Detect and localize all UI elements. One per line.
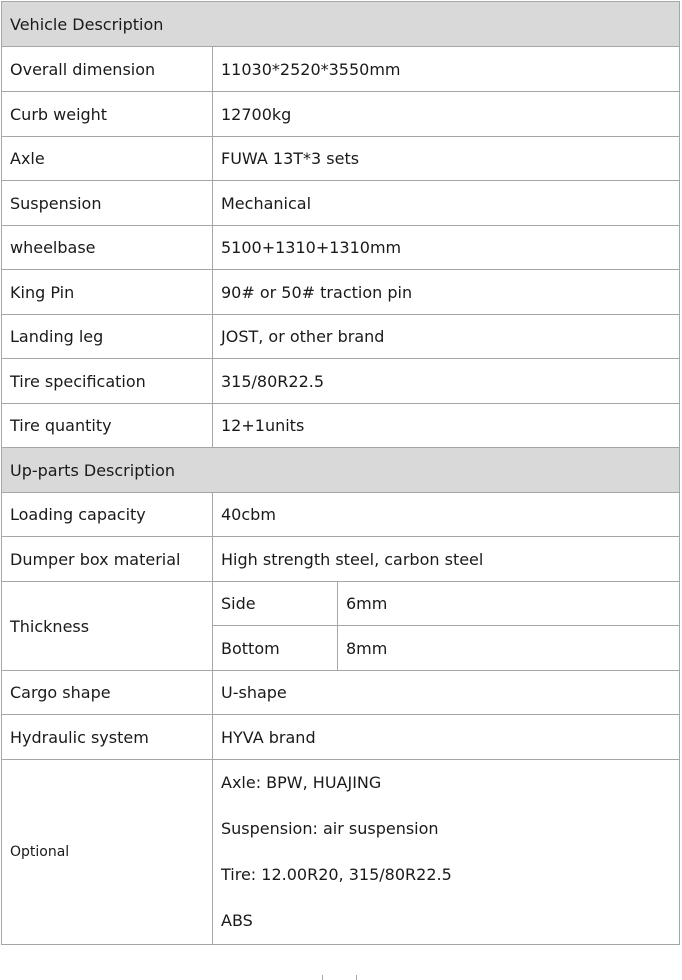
row-label: Landing leg bbox=[2, 315, 213, 359]
thickness-value: 6mm bbox=[338, 582, 680, 626]
thickness-part: Side bbox=[213, 582, 338, 626]
table-row bbox=[2, 137, 680, 181]
section-title-vehicle: Vehicle Description bbox=[2, 2, 680, 47]
thickness-label: Thickness bbox=[2, 582, 213, 671]
row-label: Hydraulic system bbox=[2, 715, 213, 760]
optional-line: Suspension: air suspension bbox=[221, 819, 439, 838]
spec-table-body bbox=[2, 2, 680, 945]
row-label: Dumper box material bbox=[2, 537, 213, 582]
row-value: Mechanical bbox=[213, 181, 680, 226]
section-header-row bbox=[2, 448, 680, 493]
table-row bbox=[2, 92, 680, 137]
optional-values bbox=[213, 760, 680, 945]
table-row bbox=[2, 537, 680, 582]
row-value: HYVA brand bbox=[213, 715, 680, 760]
row-label: King Pin bbox=[2, 270, 213, 315]
table-row bbox=[2, 493, 680, 537]
optional-label: Optional bbox=[2, 760, 213, 945]
table-row bbox=[2, 270, 680, 315]
row-value: U-shape bbox=[213, 671, 680, 715]
table-row bbox=[2, 47, 680, 92]
table-divider-stub bbox=[356, 975, 357, 980]
spec-table bbox=[1, 1, 680, 945]
table-row bbox=[2, 671, 680, 715]
row-value: High strength steel, carbon steel bbox=[213, 537, 680, 582]
row-label: Axle bbox=[2, 137, 213, 181]
row-label: Tire quantity bbox=[2, 404, 213, 448]
section-title-upparts: Up-parts Description bbox=[2, 448, 680, 493]
optional-line: ABS bbox=[221, 911, 253, 930]
row-value: 12700kg bbox=[213, 92, 680, 137]
table-row bbox=[2, 359, 680, 404]
row-label: Suspension bbox=[2, 181, 213, 226]
table-row bbox=[2, 715, 680, 760]
row-label: Tire specification bbox=[2, 359, 213, 404]
row-label: wheelbase bbox=[2, 226, 213, 270]
table-row bbox=[2, 404, 680, 448]
table-row bbox=[2, 226, 680, 270]
row-value: 90# or 50# traction pin bbox=[213, 270, 680, 315]
row-value: 40cbm bbox=[213, 493, 680, 537]
row-value: 12+1units bbox=[213, 404, 680, 448]
thickness-part: Bottom bbox=[213, 626, 338, 671]
table-row bbox=[2, 582, 680, 626]
row-value: FUWA 13T*3 sets bbox=[213, 137, 680, 181]
row-value: JOST, or other brand bbox=[213, 315, 680, 359]
optional-row bbox=[2, 760, 680, 945]
row-value: 11030*2520*3550mm bbox=[213, 47, 680, 92]
row-label: Cargo shape bbox=[2, 671, 213, 715]
optional-line: Axle: BPW, HUAJING bbox=[221, 773, 382, 792]
table-row bbox=[2, 315, 680, 359]
table-divider-stub bbox=[322, 975, 323, 980]
row-label: Curb weight bbox=[2, 92, 213, 137]
optional-line: Tire: 12.00R20, 315/80R22.5 bbox=[221, 865, 452, 884]
row-label: Loading capacity bbox=[2, 493, 213, 537]
row-value: 5100+1310+1310mm bbox=[213, 226, 680, 270]
table-row bbox=[2, 181, 680, 226]
thickness-value: 8mm bbox=[338, 626, 680, 671]
row-label: Overall dimension bbox=[2, 47, 213, 92]
row-value: 315/80R22.5 bbox=[213, 359, 680, 404]
section-header-row bbox=[2, 2, 680, 47]
